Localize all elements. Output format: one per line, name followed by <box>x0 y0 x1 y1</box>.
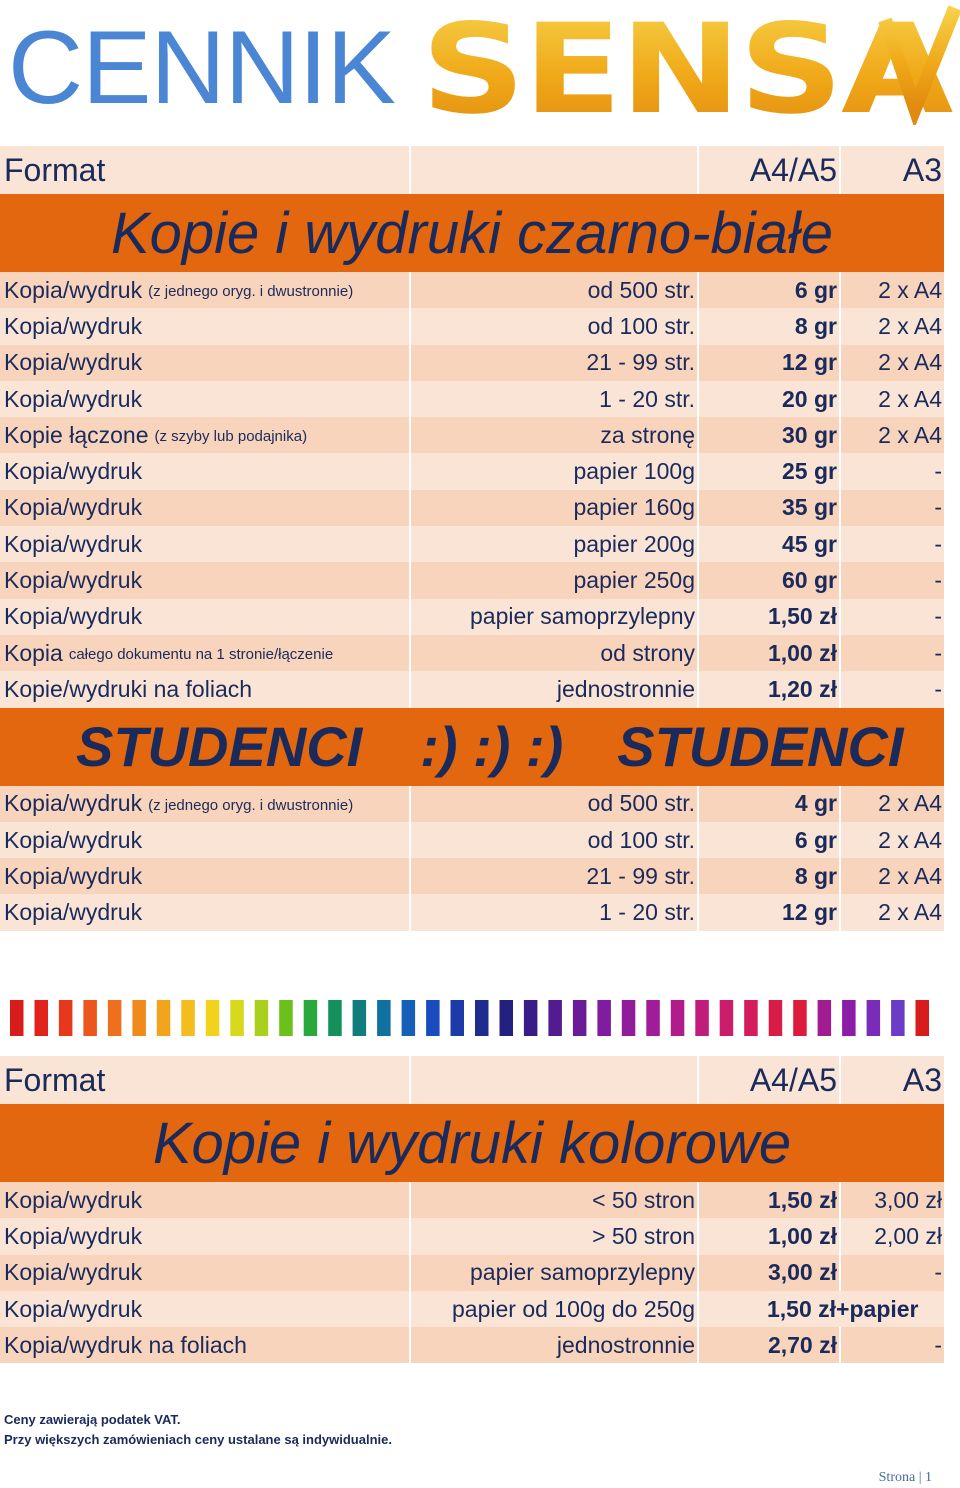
item-name: Kopia/wydruk <box>4 1222 143 1249</box>
rainbow-stripe <box>181 1000 195 1036</box>
item-a3: 2 x A4 <box>878 899 942 926</box>
header <box>0 0 960 130</box>
item-a3: - <box>934 567 942 594</box>
item-name-cell <box>0 562 411 598</box>
item-note: (z szyby lub podajnika) <box>154 428 308 446</box>
item-a3: - <box>934 1259 942 1286</box>
item-name: Kopia/wydruk <box>4 899 143 926</box>
bulk-note: Przy większych zamówieniach ceny ustalane są indywidualnie. <box>4 1432 392 1447</box>
item-name-cell <box>0 272 411 308</box>
item-price: 6 gr <box>699 272 841 308</box>
item-price: 1,00 zł <box>699 635 841 671</box>
rainbow-stripe <box>867 1000 881 1036</box>
item-a3: 2 x A4 <box>878 826 942 853</box>
item-price: 2,70 zł <box>699 1327 841 1363</box>
table-row <box>0 635 944 671</box>
item-name-cell <box>0 599 411 635</box>
color-price-table <box>0 1056 944 1363</box>
item-note: (z jednego oryg. i dwustronnie) <box>148 283 354 301</box>
item-a3: - <box>934 494 942 521</box>
table-row <box>0 272 944 308</box>
rainbow-stripe <box>10 1000 24 1036</box>
item-a3: 3,00 zł <box>874 1186 942 1213</box>
item-name: Kopie łączone <box>4 421 149 448</box>
rainbow-stripe <box>695 1000 709 1036</box>
rainbow-stripe <box>157 1000 171 1036</box>
item-price: 4 gr <box>699 786 841 822</box>
rainbow-stripe <box>402 1000 416 1036</box>
item-a3: 2 x A4 <box>878 276 942 303</box>
item-name: Kopia/wydruk na foliach <box>4 1331 247 1358</box>
rainbow-stripe <box>500 1000 514 1036</box>
item-price: 12 gr <box>699 345 841 381</box>
col-a3: A3 <box>902 1061 942 1098</box>
rainbow-stripe <box>304 1000 318 1036</box>
item-name-cell <box>0 1327 411 1363</box>
item-name-cell <box>0 1291 411 1327</box>
item-name: Kopia/wydruk <box>4 494 143 521</box>
item-desc: papier samoprzylepny <box>411 1255 699 1291</box>
rainbow-stripe <box>426 1000 440 1036</box>
item-name: Kopia/wydruk <box>4 790 143 817</box>
item-a3: 2 x A4 <box>878 790 942 817</box>
item-a3: - <box>934 1331 942 1358</box>
rainbow-stripe <box>548 1000 562 1036</box>
table-row <box>0 1218 944 1254</box>
item-price: 25 gr <box>699 453 841 489</box>
item-name: Kopia/wydruk <box>4 276 143 303</box>
item-name-cell <box>0 308 411 344</box>
rainbow-stripe <box>720 1000 734 1036</box>
table-row <box>0 562 944 598</box>
item-a3: - <box>934 603 942 630</box>
item-desc: 21 - 99 str. <box>411 858 699 894</box>
page-number: Strona | 1 <box>878 1470 932 1485</box>
color-format-row <box>0 1056 944 1104</box>
item-name-cell <box>0 526 411 562</box>
item-name-cell <box>0 786 411 822</box>
bw-section-banner: Kopie i wydruki czarno-białe <box>0 194 944 272</box>
page-title: CENNIK <box>8 10 395 126</box>
item-name-cell <box>0 1182 411 1218</box>
item-desc: 21 - 99 str. <box>411 345 699 381</box>
item-desc: < 50 stron <box>411 1182 699 1218</box>
item-desc: od 500 str. <box>411 786 699 822</box>
rainbow-stripe <box>891 1000 905 1036</box>
item-desc: papier samoprzylepny <box>411 599 699 635</box>
item-name-cell <box>0 381 411 417</box>
students-right: STUDENCI <box>617 715 904 779</box>
item-name: Kopia/wydruk <box>4 862 143 889</box>
item-a3: 2,00 zł <box>874 1222 942 1249</box>
item-name: Kopia/wydruk <box>4 385 143 412</box>
item-name: Kopia/wydruk <box>4 530 143 557</box>
item-name: Kopia/wydruk <box>4 1295 143 1322</box>
table-row <box>0 526 944 562</box>
item-a3: 2 x A4 <box>878 862 942 889</box>
item-name: Kopia/wydruk <box>4 603 143 630</box>
table-row <box>0 599 944 635</box>
table-row <box>0 858 944 894</box>
item-desc: od 100 str. <box>411 308 699 344</box>
item-a3: 2 x A4 <box>878 312 942 339</box>
svg-text:SENSA: SENSA <box>421 0 954 125</box>
item-name: Kopia/wydruk <box>4 1186 143 1213</box>
rainbow-stripe <box>769 1000 783 1036</box>
item-desc: > 50 stron <box>411 1218 699 1254</box>
vat-note: Ceny zawierają podatek VAT. <box>4 1412 181 1427</box>
item-name-cell <box>0 822 411 858</box>
table-row <box>0 490 944 526</box>
item-price: 8 gr <box>699 308 841 344</box>
table-row <box>0 345 944 381</box>
color-section-banner: Kopie i wydruki kolorowe <box>0 1104 944 1182</box>
item-a3: - <box>934 639 942 666</box>
item-desc: jednostronnie <box>411 671 699 707</box>
col-a3: A3 <box>902 151 942 188</box>
item-price: 35 gr <box>699 490 841 526</box>
rainbow-stripe <box>108 1000 122 1036</box>
rainbow-stripe <box>524 1000 538 1036</box>
item-price: 60 gr <box>699 562 841 598</box>
item-a3: - <box>934 530 942 557</box>
item-name-cell <box>0 671 411 707</box>
table-row <box>0 1182 944 1218</box>
item-desc: papier 200g <box>411 526 699 562</box>
item-name: Kopie/wydruki na foliach <box>4 675 253 702</box>
sensav-logo <box>415 0 960 125</box>
table-row <box>0 381 944 417</box>
item-desc: 1 - 20 str. <box>411 381 699 417</box>
rainbow-stripe <box>35 1000 49 1036</box>
item-note: (z jednego oryg. i dwustronnie) <box>148 796 354 814</box>
item-name: Kopia/wydruk <box>4 312 143 339</box>
item-a3: - <box>934 675 942 702</box>
item-desc: papier od 100g do 250g <box>411 1291 699 1327</box>
format-label: Format <box>0 1056 411 1104</box>
item-name: Kopia/wydruk <box>4 826 143 853</box>
rainbow-stripe <box>842 1000 856 1036</box>
rainbow-stripe <box>132 1000 146 1036</box>
table-row <box>0 308 944 344</box>
rainbow-stripe <box>573 1000 587 1036</box>
rainbow-stripe <box>916 1000 930 1036</box>
col-a4a5: A4/A5 <box>699 146 841 194</box>
item-price: 6 gr <box>699 822 841 858</box>
item-desc: papier 100g <box>411 453 699 489</box>
rainbow-stripe <box>451 1000 465 1036</box>
item-desc: od 100 str. <box>411 822 699 858</box>
item-price: 12 gr <box>699 894 841 930</box>
item-price: 20 gr <box>699 381 841 417</box>
bw-price-table <box>0 146 944 931</box>
bw-format-row <box>0 146 944 194</box>
item-name-cell <box>0 858 411 894</box>
item-a3: 2 x A4 <box>878 385 942 412</box>
rainbow-stripe <box>83 1000 97 1036</box>
rainbow-stripe <box>230 1000 244 1036</box>
item-name: Kopia/wydruk <box>4 349 143 376</box>
item-desc: od strony <box>411 635 699 671</box>
item-desc: 1 - 20 str. <box>411 894 699 930</box>
rainbow-divider <box>10 1000 940 1036</box>
table-row <box>0 1255 944 1291</box>
item-name-cell <box>0 894 411 930</box>
item-name-cell <box>0 635 411 671</box>
rainbow-stripe <box>328 1000 342 1036</box>
rainbow-stripe <box>744 1000 758 1036</box>
item-price: 45 gr <box>699 526 841 562</box>
item-name-cell <box>0 417 411 453</box>
table-row <box>0 894 944 930</box>
item-name-cell <box>0 453 411 489</box>
item-a3: - <box>934 458 942 485</box>
rainbow-stripe <box>597 1000 611 1036</box>
table-row <box>0 671 944 707</box>
table-row <box>0 1327 944 1363</box>
item-price: 1,50 zł <box>699 599 841 635</box>
item-note: całego dokumentu na 1 stronie/łączenie <box>68 646 334 664</box>
item-name-cell <box>0 345 411 381</box>
col-a4a5: A4/A5 <box>699 1056 841 1104</box>
item-price: 1,20 zł <box>699 671 841 707</box>
rainbow-stripe <box>279 1000 293 1036</box>
rainbow-stripe <box>671 1000 685 1036</box>
item-desc: od 500 str. <box>411 272 699 308</box>
item-a3: 2 x A4 <box>878 421 942 448</box>
footnotes <box>4 1410 392 1450</box>
rainbow-stripe <box>377 1000 391 1036</box>
item-a3: 2 x A4 <box>878 349 942 376</box>
students-left: STUDENCI <box>76 715 363 779</box>
table-row <box>0 786 944 822</box>
item-desc: za stronę <box>411 417 699 453</box>
rainbow-stripe <box>793 1000 807 1036</box>
item-price: 30 gr <box>699 417 841 453</box>
rainbow-stripe <box>255 1000 269 1036</box>
item-price: 1,50 zł <box>699 1182 841 1218</box>
item-name: Kopia <box>4 639 63 666</box>
item-name: Kopia/wydruk <box>4 567 143 594</box>
item-name: Kopia/wydruk <box>4 458 143 485</box>
format-label: Format <box>0 146 411 194</box>
table-row <box>0 822 944 858</box>
item-desc: papier 250g <box>411 562 699 598</box>
rainbow-stripe <box>353 1000 367 1036</box>
table-row <box>0 453 944 489</box>
item-name-cell <box>0 1255 411 1291</box>
students-banner <box>0 708 944 786</box>
item-desc: jednostronnie <box>411 1327 699 1363</box>
rainbow-stripe <box>59 1000 73 1036</box>
item-name-cell <box>0 490 411 526</box>
item-price: 1,50 zł+papier <box>767 1295 919 1322</box>
rainbow-stripe <box>622 1000 636 1036</box>
item-name: Kopia/wydruk <box>4 1259 143 1286</box>
item-price: 1,00 zł <box>699 1218 841 1254</box>
table-row <box>0 1291 944 1327</box>
item-price: 8 gr <box>699 858 841 894</box>
item-price: 3,00 zł <box>699 1255 841 1291</box>
item-name-cell <box>0 1218 411 1254</box>
rainbow-stripe <box>206 1000 220 1036</box>
students-smileys: :) :) :) <box>420 715 564 779</box>
item-desc: papier 160g <box>411 490 699 526</box>
rainbow-stripe <box>475 1000 489 1036</box>
rainbow-stripe <box>646 1000 660 1036</box>
table-row <box>0 417 944 453</box>
rainbow-stripe <box>818 1000 832 1036</box>
